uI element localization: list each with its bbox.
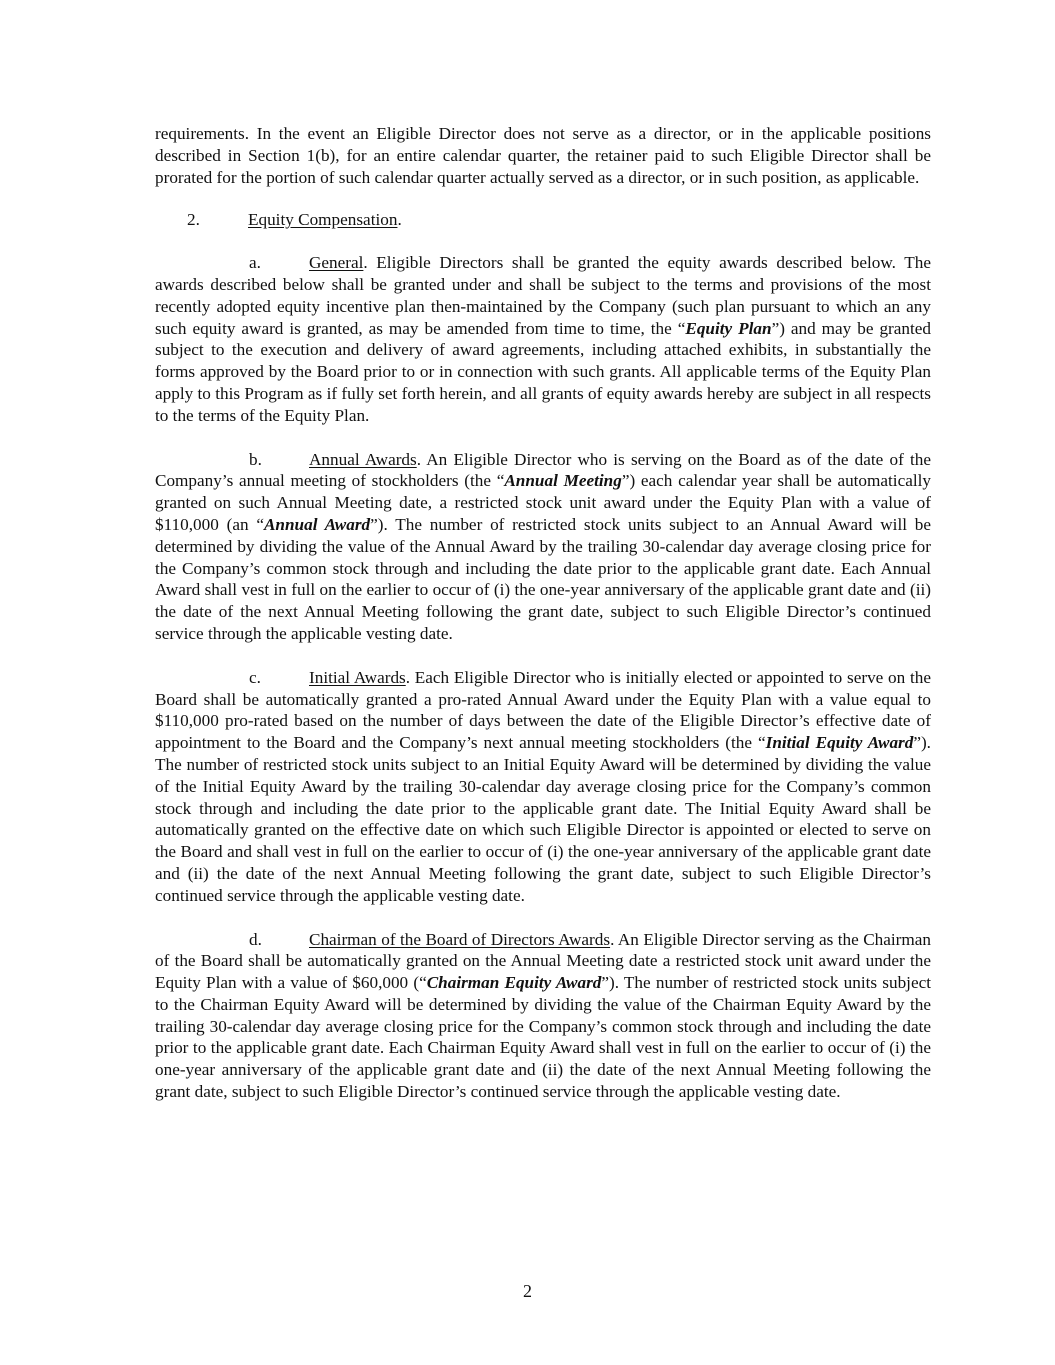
paragraph-text: ”). The number of restricted stock units subject to the Chairman Equity Award will be determined by dividing the value of the Chairman Equity Award by the trailing 30-calendar day average closing price for the Company’s common stock through and including the date prior to the applicable grant date. Each Chairman Equity Award shall vest in full on the earlier to occur of (i) the one-year anniversary of the applicable grant date and (ii) the date of the next Annual Meeting following the grant date, subject to such Eligible Director’s continued service through the applicable vesting date. xyxy=(155,973,931,1102)
paragraph-text: An Eligible Director who is serving on the Board as of the date of the Company’s annual meeting of stockholders (the “ xyxy=(155,449,931,491)
paragraph-text: Eligible Directors shall be granted the equity awards described below. The awards described below shall be granted under and shall be subject to the terms and provisions of the most recently adopted equity incentive plan then-maintained by the Company (such plan pursuant to which an any such equity award is granted, as may be amended from time to time, the “ xyxy=(155,253,931,338)
paragraph-text: ”) and may be granted subject to the execution and delivery of award agreements, including attached exhibits, in substantially the forms approved by the Board prior to or in connection with such grants. All applicable terms of the Equity Plan apply to this Program as if fully set forth herein, and all grants of equity awards hereby are subject in all respects to the terms of the Equity Plan. xyxy=(155,318,931,425)
paragraph-text: ”). The number of restricted stock units subject to an Annual Award will be determined by dividing the value of the Annual Award by the trailing 30-calendar day average closing price for the Company’s common stock through and including the date prior to the applicable grant date. Each Annual Award shall vest in full on the earlier to occur of (i) the one-year anniversary of the applicable grant date and (ii) the date of the next Annual Meeting following the grant date, subject to such Eligible Director’s continued service through the applicable vesting date. xyxy=(155,514,932,643)
section-title-period: . xyxy=(397,210,402,230)
continuation-paragraph xyxy=(155,123,931,188)
subsection-heading-period: . xyxy=(363,253,368,273)
section-title: Equity Compensation xyxy=(248,210,398,230)
continuation-text: requirements. In the event an Eligible Director does not serve as a director, or in the applicable positions described in Section 1(b), for an entire calendar quarter, the retainer paid to such Eligible Director shall be prorated for the portion of such calendar quarter actually served as a director, or in such position, as applicable. xyxy=(155,124,931,187)
subsection-heading: Chairman of the Board of Directors Awards xyxy=(309,929,611,949)
defined-term: Initial Equity Award xyxy=(765,733,914,753)
page-number: 2 xyxy=(523,1281,532,1301)
defined-term: Annual Meeting xyxy=(504,471,622,491)
section-number: 2. xyxy=(187,210,200,230)
section-2-heading xyxy=(155,209,931,231)
subsection-letter: b. xyxy=(249,449,262,469)
paragraph-text: ”) each calendar year shall be automatically granted on such Annual Meeting date, a restricted stock unit award under the Equity Plan with a value of $110,000 (an “ xyxy=(155,471,931,534)
subsection-letter: c. xyxy=(249,667,261,687)
paragraph-text: Each Eligible Director who is initially elected or appointed to serve on the Board shall be automatically granted a pro-rated Annual Award under the Equity Plan with a value equal to $110,000 pro-rated based on the number of days between the date of the Eligible Director’s effective date of appointment to the Board and the Company’s next annual meeting stockholders (the “ xyxy=(155,667,931,753)
defined-term: Equity Plan xyxy=(685,318,772,338)
subsection-b-annual-awards xyxy=(155,449,931,645)
subsection-heading-period: . xyxy=(416,449,422,469)
subsection-heading: Annual Awards xyxy=(309,449,417,469)
subsection-heading: General xyxy=(309,253,364,273)
paragraph-text: An Eligible Director serving as the Chairman of the Board shall be automatically granted on the Annual Meeting date a restricted stock unit award under the Equity Plan with a value of $60,000 (“ xyxy=(155,929,931,993)
defined-term: Chairman Equity Award xyxy=(426,973,602,993)
subsection-letter: a. xyxy=(249,253,261,273)
document-page xyxy=(155,123,931,1125)
subsection-heading-period: . xyxy=(610,929,615,949)
subsection-heading: Initial Awards xyxy=(309,667,406,687)
subsection-heading-period: . xyxy=(405,667,411,687)
subsection-c-initial-awards xyxy=(155,667,931,907)
subsection-d-chairman-awards xyxy=(155,929,931,1103)
subsection-a-general xyxy=(155,252,931,426)
defined-term: Annual Award xyxy=(263,514,371,534)
paragraph-text: ”). The number of restricted stock units subject to an Initial Equity Award will be determined by dividing the value of the Initial Equity Award by the trailing 30-calendar day average closing price for the Company’s common stock through and including the date prior to the applicable grant date. The Initial Equity Award shall be automatically granted on the effective date on which such Eligible Director is appointed or elected to serve on the Board and shall vest in full on the earlier to occur of (i) the one-year anniversary of the applicable grant date and (ii) the date of the next Annual Meeting following the grant date, subject to such Eligible Director’s continued service through the applicable vesting date. xyxy=(155,733,931,905)
subsection-letter: d. xyxy=(249,929,262,949)
